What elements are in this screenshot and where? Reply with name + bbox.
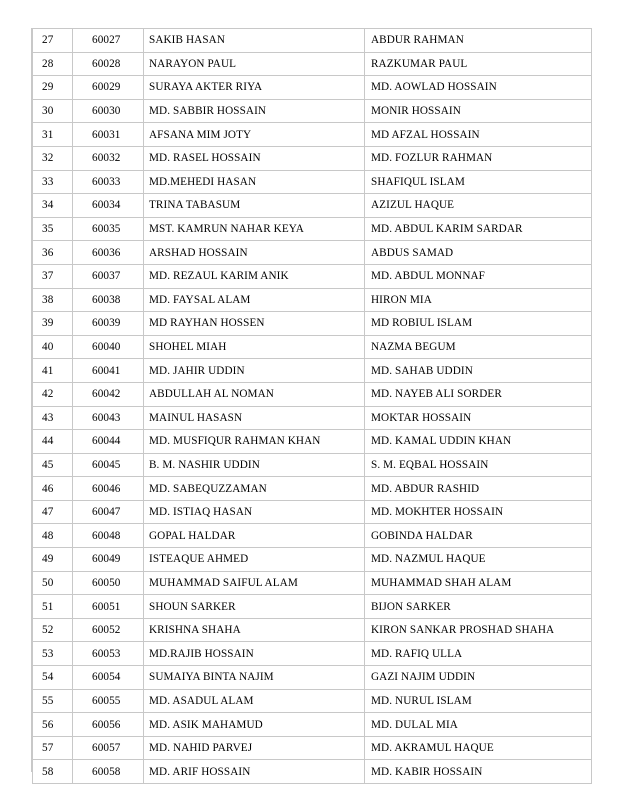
roll-id-cell: 60042 [73, 382, 144, 406]
student-name-cell: KRISHNA SHAHA [144, 618, 365, 642]
table-row [33, 477, 592, 501]
student-name-cell: MD.RAJIB HOSSAIN [144, 642, 365, 666]
table-row [33, 194, 592, 218]
serial-number-cell: 58 [33, 760, 73, 784]
roll-id-cell: 60030 [73, 99, 144, 123]
father-name-cell: GOBINDA HALDAR [365, 524, 592, 548]
serial-number-cell: 38 [33, 288, 73, 312]
serial-number-cell: 42 [33, 382, 73, 406]
father-name-cell: MD. KABIR HOSSAIN [365, 760, 592, 784]
serial-number-cell: 31 [33, 123, 73, 147]
roll-id-cell: 60050 [73, 571, 144, 595]
student-name-cell: MD. NAHID PARVEJ [144, 736, 365, 760]
father-name-cell: MD. NURUL ISLAM [365, 689, 592, 713]
father-name-cell: MD. KAMAL UDDIN KHAN [365, 430, 592, 454]
student-name-cell: ARSHAD HOSSAIN [144, 241, 365, 265]
serial-number-cell: 35 [33, 217, 73, 241]
serial-number-cell: 27 [33, 29, 73, 53]
father-name-cell: MD AFZAL HOSSAIN [365, 123, 592, 147]
student-name-cell: ISTEAQUE AHMED [144, 548, 365, 572]
roll-id-cell: 60032 [73, 146, 144, 170]
student-name-cell: MAINUL HASASN [144, 406, 365, 430]
roll-id-cell: 60057 [73, 736, 144, 760]
serial-number-cell: 46 [33, 477, 73, 501]
roll-id-cell: 60058 [73, 760, 144, 784]
table-row [33, 406, 592, 430]
table-row [33, 264, 592, 288]
student-name-cell: MD. JAHIR UDDIN [144, 359, 365, 383]
student-name-cell: GOPAL HALDAR [144, 524, 365, 548]
student-name-cell: MD. SABEQUZZAMAN [144, 477, 365, 501]
serial-number-cell: 36 [33, 241, 73, 265]
student-name-cell: MD.MEHEDI HASAN [144, 170, 365, 194]
roll-id-cell: 60047 [73, 500, 144, 524]
student-name-cell: SHOHEL MIAH [144, 335, 365, 359]
table-row [33, 99, 592, 123]
table-row [33, 359, 592, 383]
student-name-cell: MD. MUSFIQUR RAHMAN KHAN [144, 430, 365, 454]
table-row [33, 430, 592, 454]
roll-id-cell: 60027 [73, 29, 144, 53]
roll-id-cell: 60044 [73, 430, 144, 454]
father-name-cell: ABDUS SAMAD [365, 241, 592, 265]
father-name-cell: MD ROBIUL ISLAM [365, 312, 592, 336]
student-name-cell: MUHAMMAD SAIFUL ALAM [144, 571, 365, 595]
table-row [33, 29, 592, 53]
serial-number-cell: 43 [33, 406, 73, 430]
student-name-cell: MD. ISTIAQ HASAN [144, 500, 365, 524]
roll-id-cell: 60045 [73, 453, 144, 477]
table-row [33, 689, 592, 713]
roll-id-cell: 60052 [73, 618, 144, 642]
serial-number-cell: 50 [33, 571, 73, 595]
table-row [33, 335, 592, 359]
roster-sheet [31, 28, 591, 778]
roll-id-cell: 60043 [73, 406, 144, 430]
father-name-cell: MD. NAZMUL HAQUE [365, 548, 592, 572]
roll-id-cell: 60046 [73, 477, 144, 501]
table-row [33, 217, 592, 241]
table-row [33, 453, 592, 477]
serial-number-cell: 49 [33, 548, 73, 572]
father-name-cell: RAZKUMAR PAUL [365, 52, 592, 76]
student-name-cell: MD. ASADUL ALAM [144, 689, 365, 713]
table-row [33, 666, 592, 690]
serial-number-cell: 55 [33, 689, 73, 713]
serial-number-cell: 56 [33, 713, 73, 737]
table-row [33, 382, 592, 406]
serial-number-cell: 37 [33, 264, 73, 288]
roster-body [33, 29, 592, 784]
father-name-cell: MD. SAHAB UDDIN [365, 359, 592, 383]
serial-number-cell: 34 [33, 194, 73, 218]
father-name-cell: BIJON SARKER [365, 595, 592, 619]
serial-number-cell: 48 [33, 524, 73, 548]
roll-id-cell: 60039 [73, 312, 144, 336]
roll-id-cell: 60037 [73, 264, 144, 288]
student-name-cell: B. M. NASHIR UDDIN [144, 453, 365, 477]
father-name-cell: MOKTAR HOSSAIN [365, 406, 592, 430]
serial-number-cell: 47 [33, 500, 73, 524]
roll-id-cell: 60049 [73, 548, 144, 572]
table-row [33, 548, 592, 572]
father-name-cell: MD. ABDUL KARIM SARDAR [365, 217, 592, 241]
roll-id-cell: 60054 [73, 666, 144, 690]
student-name-cell: MD RAYHAN HOSSEN [144, 312, 365, 336]
roll-id-cell: 60051 [73, 595, 144, 619]
table-row [33, 571, 592, 595]
roll-id-cell: 60034 [73, 194, 144, 218]
roll-id-cell: 60031 [73, 123, 144, 147]
father-name-cell: SHAFIQUL ISLAM [365, 170, 592, 194]
roll-id-cell: 60029 [73, 76, 144, 100]
table-row [33, 288, 592, 312]
table-row [33, 595, 592, 619]
serial-number-cell: 45 [33, 453, 73, 477]
roll-id-cell: 60040 [73, 335, 144, 359]
roll-id-cell: 60048 [73, 524, 144, 548]
roll-id-cell: 60035 [73, 217, 144, 241]
serial-number-cell: 33 [33, 170, 73, 194]
roll-id-cell: 60055 [73, 689, 144, 713]
roll-id-cell: 60041 [73, 359, 144, 383]
serial-number-cell: 41 [33, 359, 73, 383]
serial-number-cell: 28 [33, 52, 73, 76]
father-name-cell: MD. ABDUL MONNAF [365, 264, 592, 288]
serial-number-cell: 57 [33, 736, 73, 760]
student-name-cell: MD. FAYSAL ALAM [144, 288, 365, 312]
student-name-cell: ABDULLAH AL NOMAN [144, 382, 365, 406]
student-name-cell: MD. RASEL HOSSAIN [144, 146, 365, 170]
father-name-cell: KIRON SANKAR PROSHAD SHAHA [365, 618, 592, 642]
father-name-cell: ABDUR RAHMAN [365, 29, 592, 53]
father-name-cell: MD. FOZLUR RAHMAN [365, 146, 592, 170]
table-row [33, 170, 592, 194]
serial-number-cell: 44 [33, 430, 73, 454]
student-name-cell: SUMAIYA BINTA NAJIM [144, 666, 365, 690]
father-name-cell: MD. AOWLAD HOSSAIN [365, 76, 592, 100]
roll-id-cell: 60036 [73, 241, 144, 265]
serial-number-cell: 29 [33, 76, 73, 100]
student-name-cell: MD. SABBIR HOSSAIN [144, 99, 365, 123]
student-name-cell: MD. ASIK MAHAMUD [144, 713, 365, 737]
table-row [33, 642, 592, 666]
father-name-cell: MD. DULAL MIA [365, 713, 592, 737]
student-name-cell: SHOUN SARKER [144, 595, 365, 619]
father-name-cell: MD. MOKHTER HOSSAIN [365, 500, 592, 524]
table-row [33, 500, 592, 524]
father-name-cell: MD. AKRAMUL HAQUE [365, 736, 592, 760]
student-roster-table [32, 28, 592, 784]
table-row [33, 146, 592, 170]
serial-number-cell: 32 [33, 146, 73, 170]
table-row [33, 713, 592, 737]
student-name-cell: MD. REZAUL KARIM ANIK [144, 264, 365, 288]
serial-number-cell: 40 [33, 335, 73, 359]
student-name-cell: TRINA TABASUM [144, 194, 365, 218]
serial-number-cell: 52 [33, 618, 73, 642]
roll-id-cell: 60033 [73, 170, 144, 194]
student-name-cell: AFSANA MIM JOTY [144, 123, 365, 147]
student-name-cell: MD. ARIF HOSSAIN [144, 760, 365, 784]
roll-id-cell: 60038 [73, 288, 144, 312]
father-name-cell: GAZI NAJIM UDDIN [365, 666, 592, 690]
father-name-cell: MD. RAFIQ ULLA [365, 642, 592, 666]
table-row [33, 241, 592, 265]
father-name-cell: MD. ABDUR RASHID [365, 477, 592, 501]
student-name-cell: SURAYA AKTER RIYA [144, 76, 365, 100]
table-row [33, 312, 592, 336]
roll-id-cell: 60053 [73, 642, 144, 666]
father-name-cell: MONIR HOSSAIN [365, 99, 592, 123]
student-name-cell: NARAYON PAUL [144, 52, 365, 76]
table-row [33, 524, 592, 548]
father-name-cell: AZIZUL HAQUE [365, 194, 592, 218]
serial-number-cell: 53 [33, 642, 73, 666]
serial-number-cell: 54 [33, 666, 73, 690]
student-name-cell: SAKIB HASAN [144, 29, 365, 53]
father-name-cell: MUHAMMAD SHAH ALAM [365, 571, 592, 595]
student-name-cell: MST. KAMRUN NAHAR KEYA [144, 217, 365, 241]
serial-number-cell: 51 [33, 595, 73, 619]
roll-id-cell: 60056 [73, 713, 144, 737]
table-row [33, 618, 592, 642]
father-name-cell: S. M. EQBAL HOSSAIN [365, 453, 592, 477]
serial-number-cell: 39 [33, 312, 73, 336]
table-row [33, 52, 592, 76]
table-row [33, 123, 592, 147]
father-name-cell: HIRON MIA [365, 288, 592, 312]
table-row [33, 760, 592, 784]
serial-number-cell: 30 [33, 99, 73, 123]
table-row [33, 76, 592, 100]
father-name-cell: NAZMA BEGUM [365, 335, 592, 359]
roll-id-cell: 60028 [73, 52, 144, 76]
father-name-cell: MD. NAYEB ALI SORDER [365, 382, 592, 406]
table-row [33, 736, 592, 760]
